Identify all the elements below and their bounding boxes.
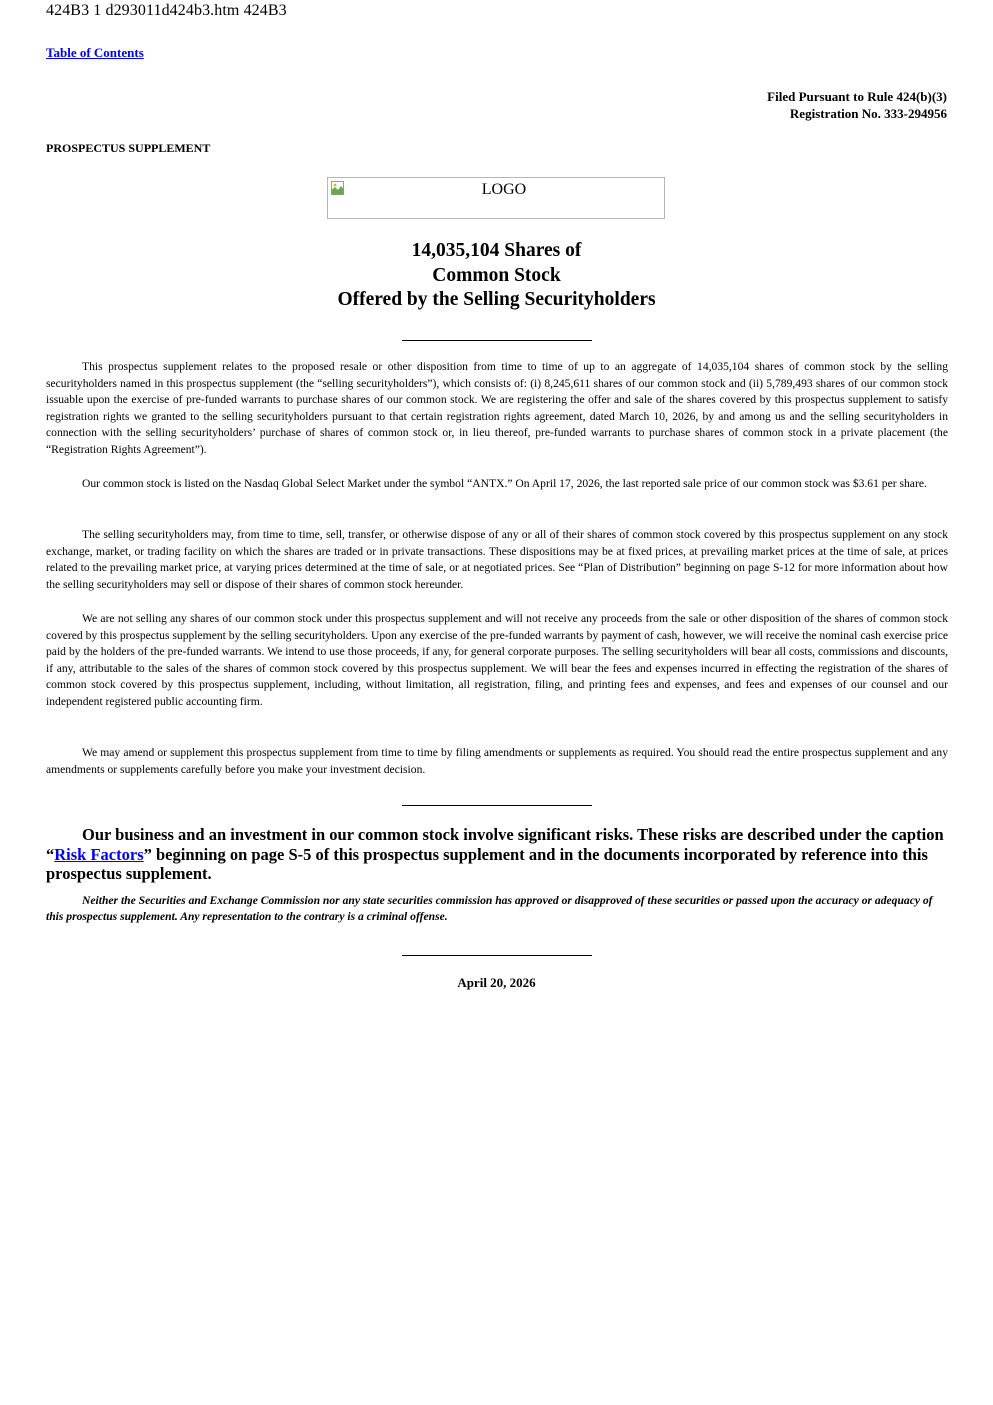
sec-disclaimer: Neither the Securities and Exchange Commission nor any state securities commission has approved or disapproved of these securities or passed upon the accuracy or adequacy of this prospectus supplement. Any representation to the contrary is a criminal offense. — [46, 894, 933, 924]
section-divider — [402, 955, 592, 956]
document-file-header: 424B3 1 d293011d424b3.htm 424B3 — [46, 2, 287, 19]
prospectus-date: April 20, 2026 — [457, 975, 536, 990]
offering-title — [0, 239, 993, 313]
paragraph-disposition-methods: The selling securityholders may, from time to time, sell, transfer, or otherwise dispose of any or all of their shares of common stock covered by this prospectus supplement on any stock exchange, market, or trading facility on which the shares are traded or in private transactions. These dispositions may be at fixed prices, at prevailing market prices at the time of sale, at prices related to the prevailing market price, at varying prices determined at the time of sale, or at negotiated prices. See “Plan of Distribution” beginning on page S-12 for more information about how the selling securityholders may sell or dispose of their shares of common stock hereunder. — [46, 528, 948, 591]
risk-factors-link[interactable]: Risk Factors — [54, 844, 144, 864]
title-shares-line: 14,035,104 Shares of — [411, 240, 582, 261]
table-of-contents-link[interactable]: Table of Contents — [46, 45, 144, 60]
prospectus-supplement-label: PROSPECTUS SUPPLEMENT — [46, 141, 211, 155]
company-logo — [327, 177, 665, 219]
filing-info — [767, 88, 947, 122]
title-common-stock-line: Common Stock — [432, 264, 561, 286]
paragraph-proceeds-expenses: We are not selling any shares of our common stock under this prospectus supplement and will not receive any proceeds from the sale or other disposition of the shares of common stock covered by this prospectus supplement by the selling securityholders. Upon any exercise of the pre-funded warrants by payment of cash, however, we will receive the nominal cash exercise price paid by the holders of the pre-funded warrants. We intend to use those proceeds, if any, for general corporate purposes. The selling securityholders will bear all costs, commissions and discounts, if any, attributable to the sales of the shares of common stock covered by this prospectus supplement. We will bear the fees and expenses incurred in effecting the registration of the shares of common stock covered by this prospectus supplement, including, without limitation, all registration, filing, and printing fees and expenses, and fees and expenses of our counsel and our independent registered public accounting firm. — [46, 612, 948, 708]
paragraph-amendments: We may amend or supplement this prospectus supplement from time to time by filing amendments or supplements as required. You should read the entire prospectus supplement and any amendments or supplements carefully before you make your investment decision. — [46, 746, 948, 776]
risk-statement — [46, 825, 948, 884]
paragraph-offering-description: This prospectus supplement relates to the proposed resale or other disposition from time to time of up to an aggregate of 14,035,104 shares of common stock by the selling securityholders named in this prospectus supplement (the “selling securityholders”), which consists of: (i) 8,245,611 shares of our common stock and (ii) 5,789,493 shares of our common stock issuable upon the exercise of pre-funded warrants to purchase shares of our common stock. We are registering the offer and sale of the shares covered by this prospectus supplement to satisfy registration rights we granted to the selling securityholders pursuant to that certain registration rights agreement, dated March 10, 2026, by and among us and the selling securityholders in connection with the selling securityholders’ purchase of shares of common stock or, in lieu thereof, pre-funded warrants to purchase shares of common stock in a private placement (the “Registration Rights Agreement”). — [46, 360, 948, 456]
logo-alt-text: LOGO — [481, 181, 527, 198]
title-offered-by-line: Offered by the Selling Securityholders — [337, 289, 656, 310]
risk-text-before: Our business and an investment in our common stock involve significant risks. These risks are described under the caption “ — [46, 825, 944, 864]
paragraph-listing-price: Our common stock is listed on the Nasdaq Global Select Market under the symbol “ANTX.” On April 17, 2026, the last reported sale price of our common stock was $3.61 per share. — [82, 477, 927, 490]
registration-number-line: Registration No. 333-294956 — [789, 106, 947, 121]
risk-text-after: ” beginning on page S-5 of this prospectus supplement and in the documents incorporated by reference into this prospectus supplement. — [46, 844, 928, 884]
section-divider — [402, 340, 592, 341]
filed-pursuant-line: Filed Pursuant to Rule 424(b)(3) — [767, 89, 947, 104]
section-divider — [402, 805, 592, 806]
